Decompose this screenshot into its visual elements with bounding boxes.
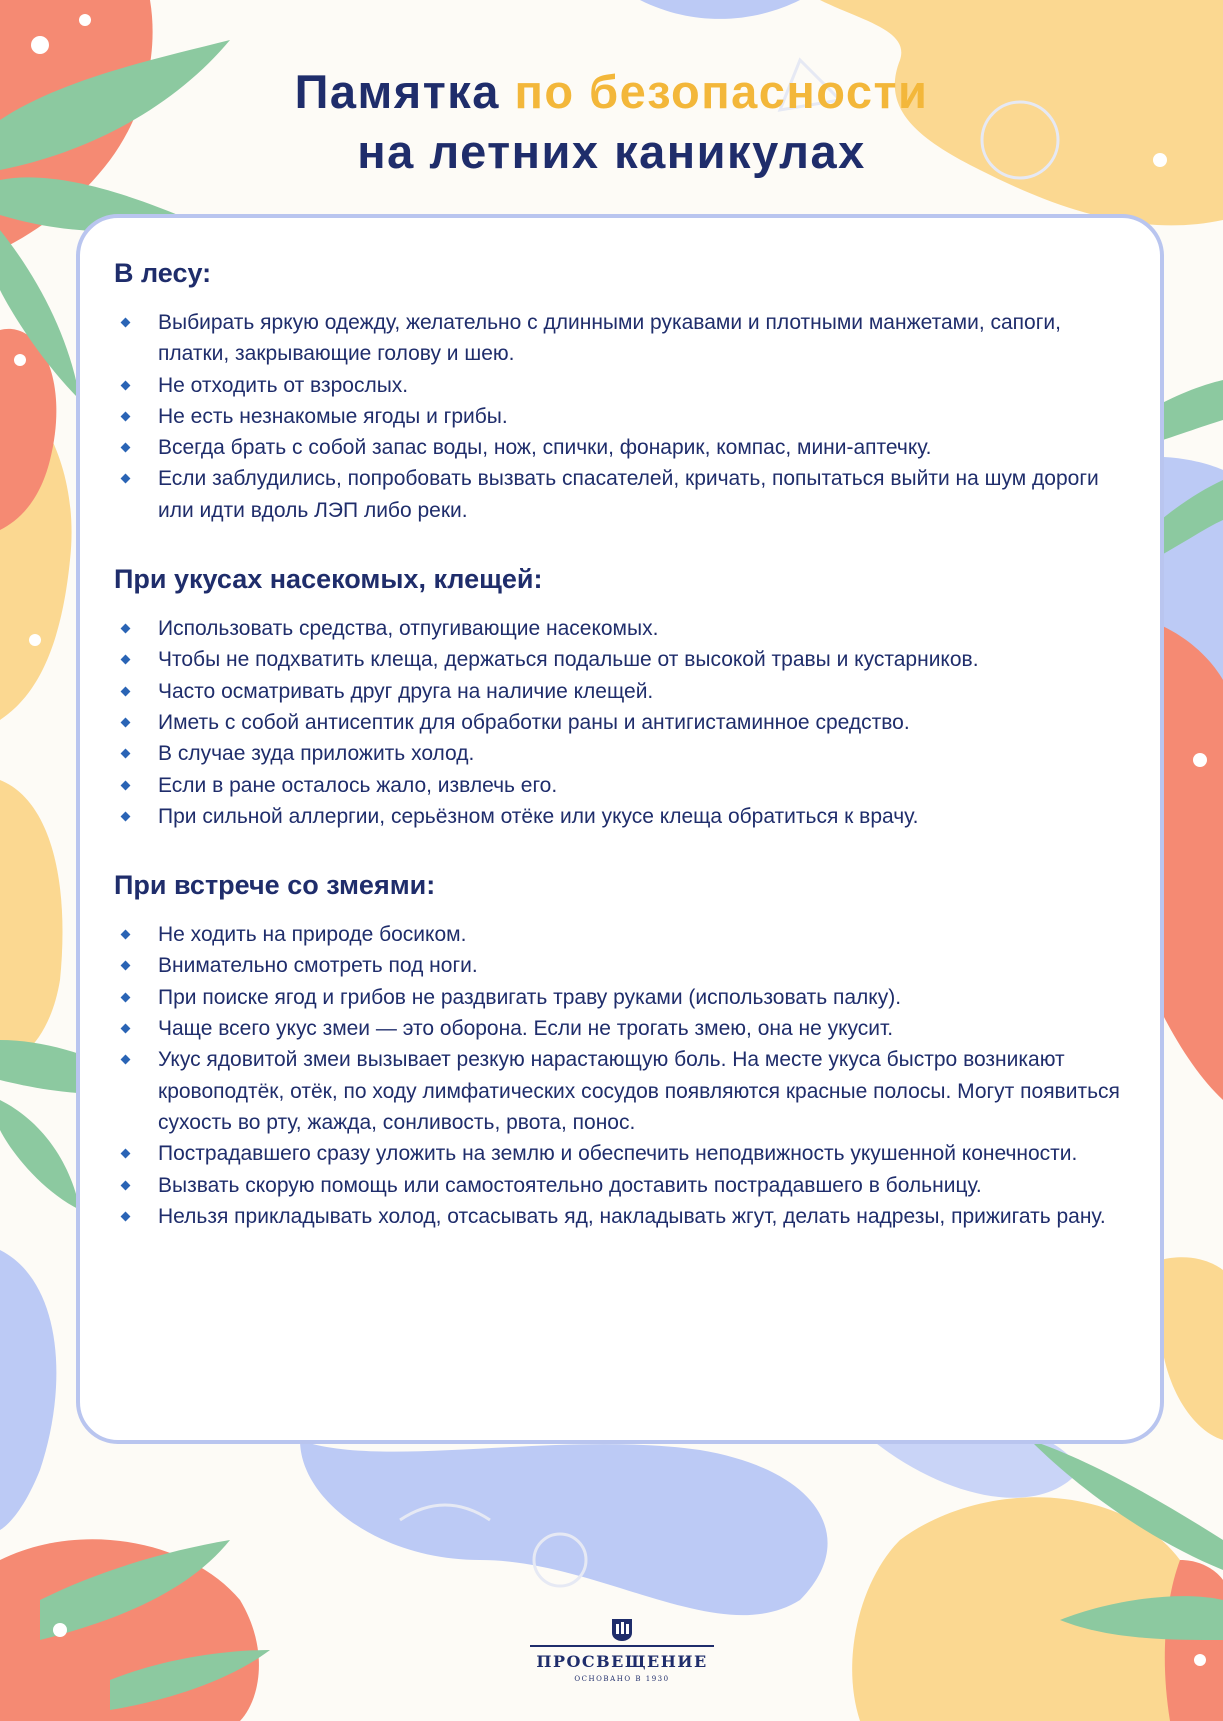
list-item: Часто осматривать друг друга на наличие клещей.: [114, 676, 1120, 707]
list-item: Выбирать яркую одежду, желательно с длинными рукавами и плотными манжетами, сапоги, платки, закрывающие голову и шею.: [114, 307, 1120, 370]
list-item: Если заблудились, попробовать вызвать спасателей, кричать, попытаться выйти на шум дороги или идти вдоль ЛЭП либо реки.: [114, 463, 1120, 526]
section-snakes: [114, 868, 1120, 1232]
publisher-name: ПРОСВЕЩЕНИЕ: [536, 1652, 708, 1671]
list-item: Чтобы не подхватить клеща, держаться подальше от высокой травы и кустарников.: [114, 644, 1120, 675]
list-item: Если в ране осталось жало, извлечь его.: [114, 770, 1120, 801]
section-forest: [114, 256, 1120, 526]
bullet-list: [114, 613, 1120, 832]
list-item: Чаще всего укус змеи — это оборона. Если не трогать змею, она не укусит.: [114, 1013, 1120, 1044]
list-item: Использовать средства, отпугивающие насекомых.: [114, 613, 1120, 644]
publisher-since: ОСНОВАНО В 1930: [574, 1675, 670, 1683]
title-line2: на летних каникулах: [357, 125, 866, 178]
logo-rule: [530, 1645, 714, 1647]
list-item: Нельзя прикладывать холод, отсасывать яд, накладывать жгут, делать надрезы, прижигать рану.: [114, 1201, 1120, 1232]
list-item: Не есть незнакомые ягоды и грибы.: [114, 401, 1120, 432]
list-item: Пострадавшего сразу уложить на землю и обеспечить неподвижность укушенной конечности.: [114, 1138, 1120, 1169]
list-item: В случае зуда приложить холод.: [114, 738, 1120, 769]
list-item: Не отходить от взрослых.: [114, 370, 1120, 401]
title-accent: по безопасности: [514, 65, 929, 118]
list-item: При поиске ягод и грибов не раздвигать траву руками (использовать палку).: [114, 982, 1120, 1013]
content-card: [76, 214, 1164, 1444]
list-item: Не ходить на природе босиком.: [114, 919, 1120, 950]
bullet-list: [114, 919, 1120, 1232]
list-item: Иметь с собой антисептик для обработки раны и антигистаминное средство.: [114, 707, 1120, 738]
list-item: Внимательно смотреть под ноги.: [114, 950, 1120, 981]
list-item: Вызвать скорую помощь или самостоятельно доставить пострадавшего в больницу.: [114, 1170, 1120, 1201]
publisher-emblem-icon: [611, 1618, 633, 1642]
publisher-logo: [530, 1618, 714, 1690]
section-heading: В лесу:: [114, 258, 212, 288]
title-part1: Памятка: [294, 65, 515, 118]
bullet-list: [114, 307, 1120, 526]
list-item: Укус ядовитой змеи вызывает резкую нарастающую боль. На месте укуса быстро возникают кровоподтёк, отёк, по ходу лимфатических сосудов появляются красные полосы. Могут появиться сухость во рту, жажда, сонливость, рвота, понос.: [114, 1044, 1120, 1138]
section-heading: При встрече со змеями:: [114, 870, 436, 901]
list-item: Всегда брать с собой запас воды, нож, спички, фонарик, компас, мини-аптечку.: [114, 432, 1120, 463]
section-heading: При укусах насекомых, клещей:: [114, 564, 543, 595]
list-item: При сильной аллергии, серьёзном отёке или укусе клеща обратиться к врачу.: [114, 801, 1120, 832]
page-title: [0, 62, 1223, 182]
section-insect-bites: [114, 562, 1120, 832]
